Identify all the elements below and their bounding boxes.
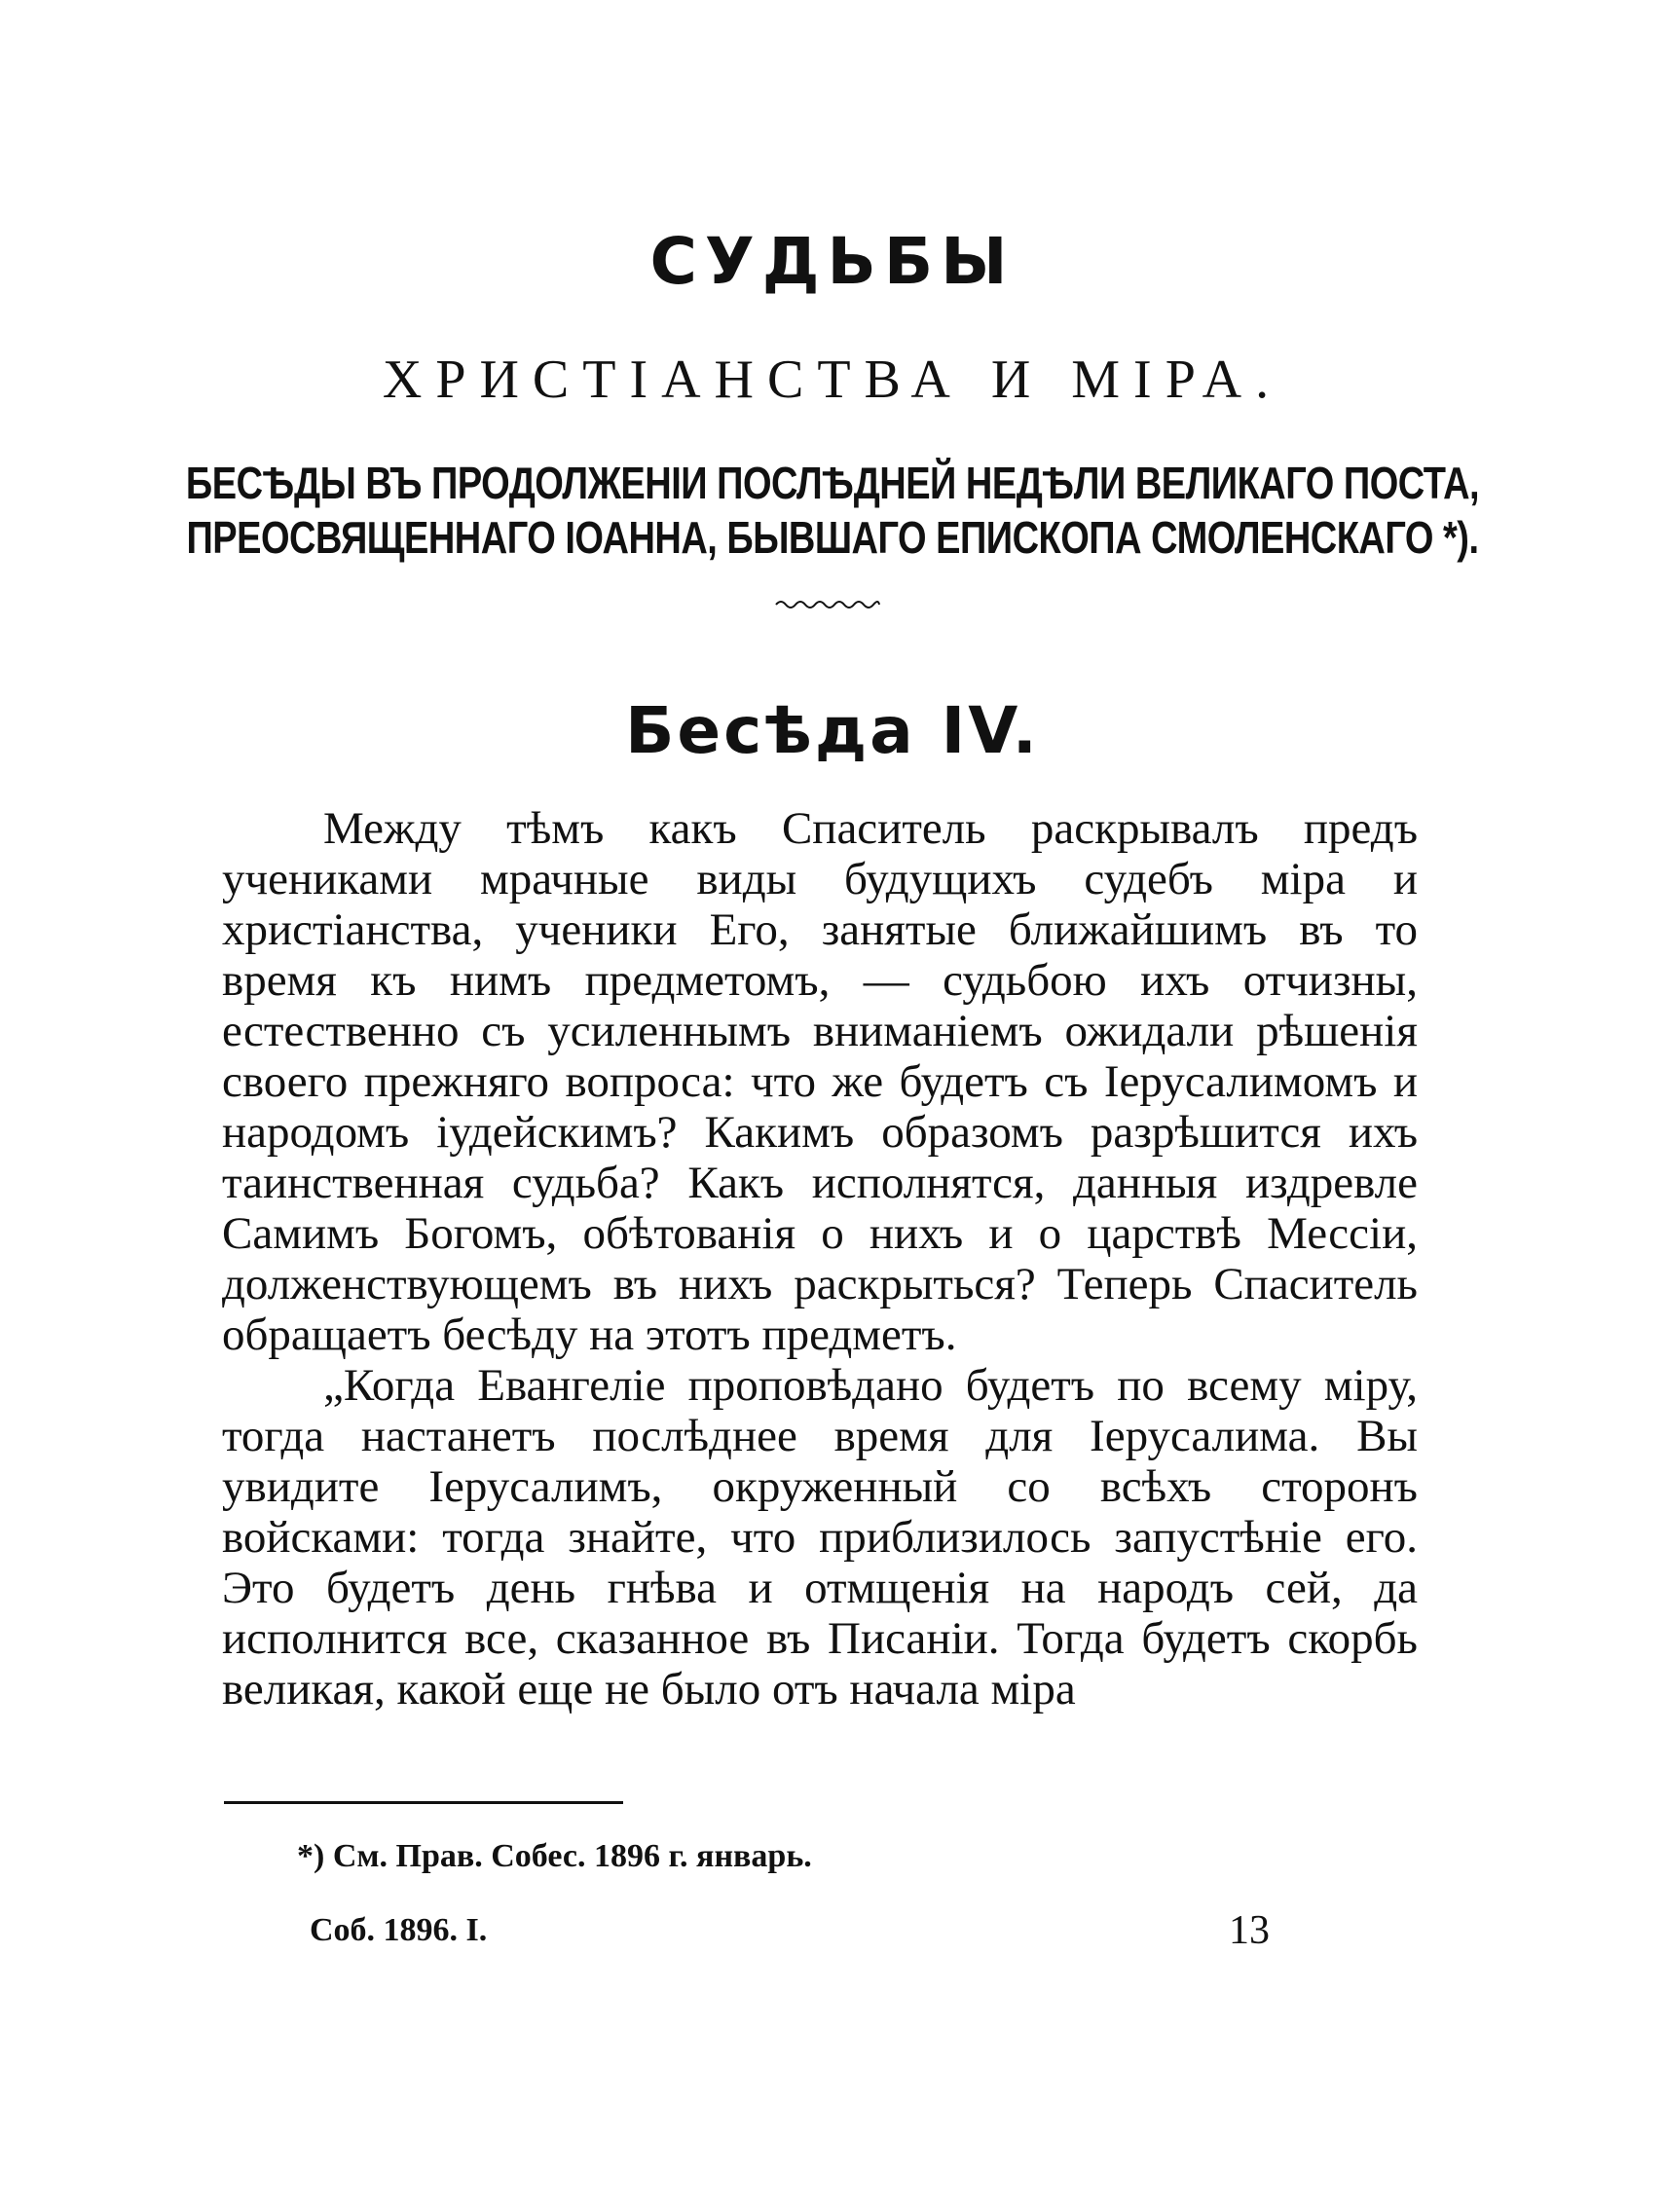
header-line-2: ПРЕОСВЯЩЕННАГО ІОАННА, БЫВШАГО ЕПИСКОПА СМОЛЕНСКАГО *). <box>186 513 1479 564</box>
footnote-divider <box>224 1801 623 1804</box>
footnote: *) См. Прав. Собес. 1896 г. январь. <box>297 1838 812 1874</box>
paragraph: „Когда Евангеліе проповѣдано будетъ по всему міру, тогда настанетъ послѣднее время для Іерусалима. Вы увидите Іерусалимъ, окруженный со всѣхъ сторонъ войсками: тогда знайте, что приблизилось запустѣніе его. Это будетъ день гнѣва и отмщенія на народъ сей, да исполнится все, сказанное въ Писаніи. Тогда будетъ скорбь великая, какой еще не было отъ начала міра <box>222 1360 1418 1714</box>
section-heading: Бесѣда IV. <box>625 693 1040 768</box>
page-number: 13 <box>1229 1908 1270 1953</box>
page-title: СУДЬБЫ <box>649 224 1016 299</box>
header-line-1: БЕСѢДЫ ВЪ ПРОДОЛЖЕНІИ ПОСЛѢДНЕЙ НЕДѢЛИ ВЕЛИКАГО ПОСТА, <box>185 459 1480 509</box>
page-subtitle: ХРИСТІАНСТВА И МІРА. <box>382 350 1283 410</box>
paragraph: Между тѣмъ какъ Спаситель раскрывалъ предъ учениками мрачные виды будущихъ судебъ міра и христіанства, ученики Его, занятые ближайшимъ въ то время къ нимъ предметомъ, — судьбою ихъ отчизны, естественно съ усиленнымъ вниманіемъ ожидали рѣшенія своего прежняго вопроса: что же будетъ съ Іерусалимомъ и народомъ іудейскимъ? Какимъ образомъ разрѣшится ихъ таинственная судьба? Какъ исполнятся, данныя издревле Самимъ Богомъ, обѣтованія о нихъ и о царствѣ Мессіи, долженствующемъ въ нихъ раскрыться? Теперь Спаситель обращаетъ бесѣду на этотъ предметъ. <box>222 803 1418 1360</box>
printer-signature: Соб. 1896. I. <box>310 1912 488 1948</box>
wavy-line-ornament-icon <box>774 596 881 611</box>
body-text <box>222 803 1418 1714</box>
